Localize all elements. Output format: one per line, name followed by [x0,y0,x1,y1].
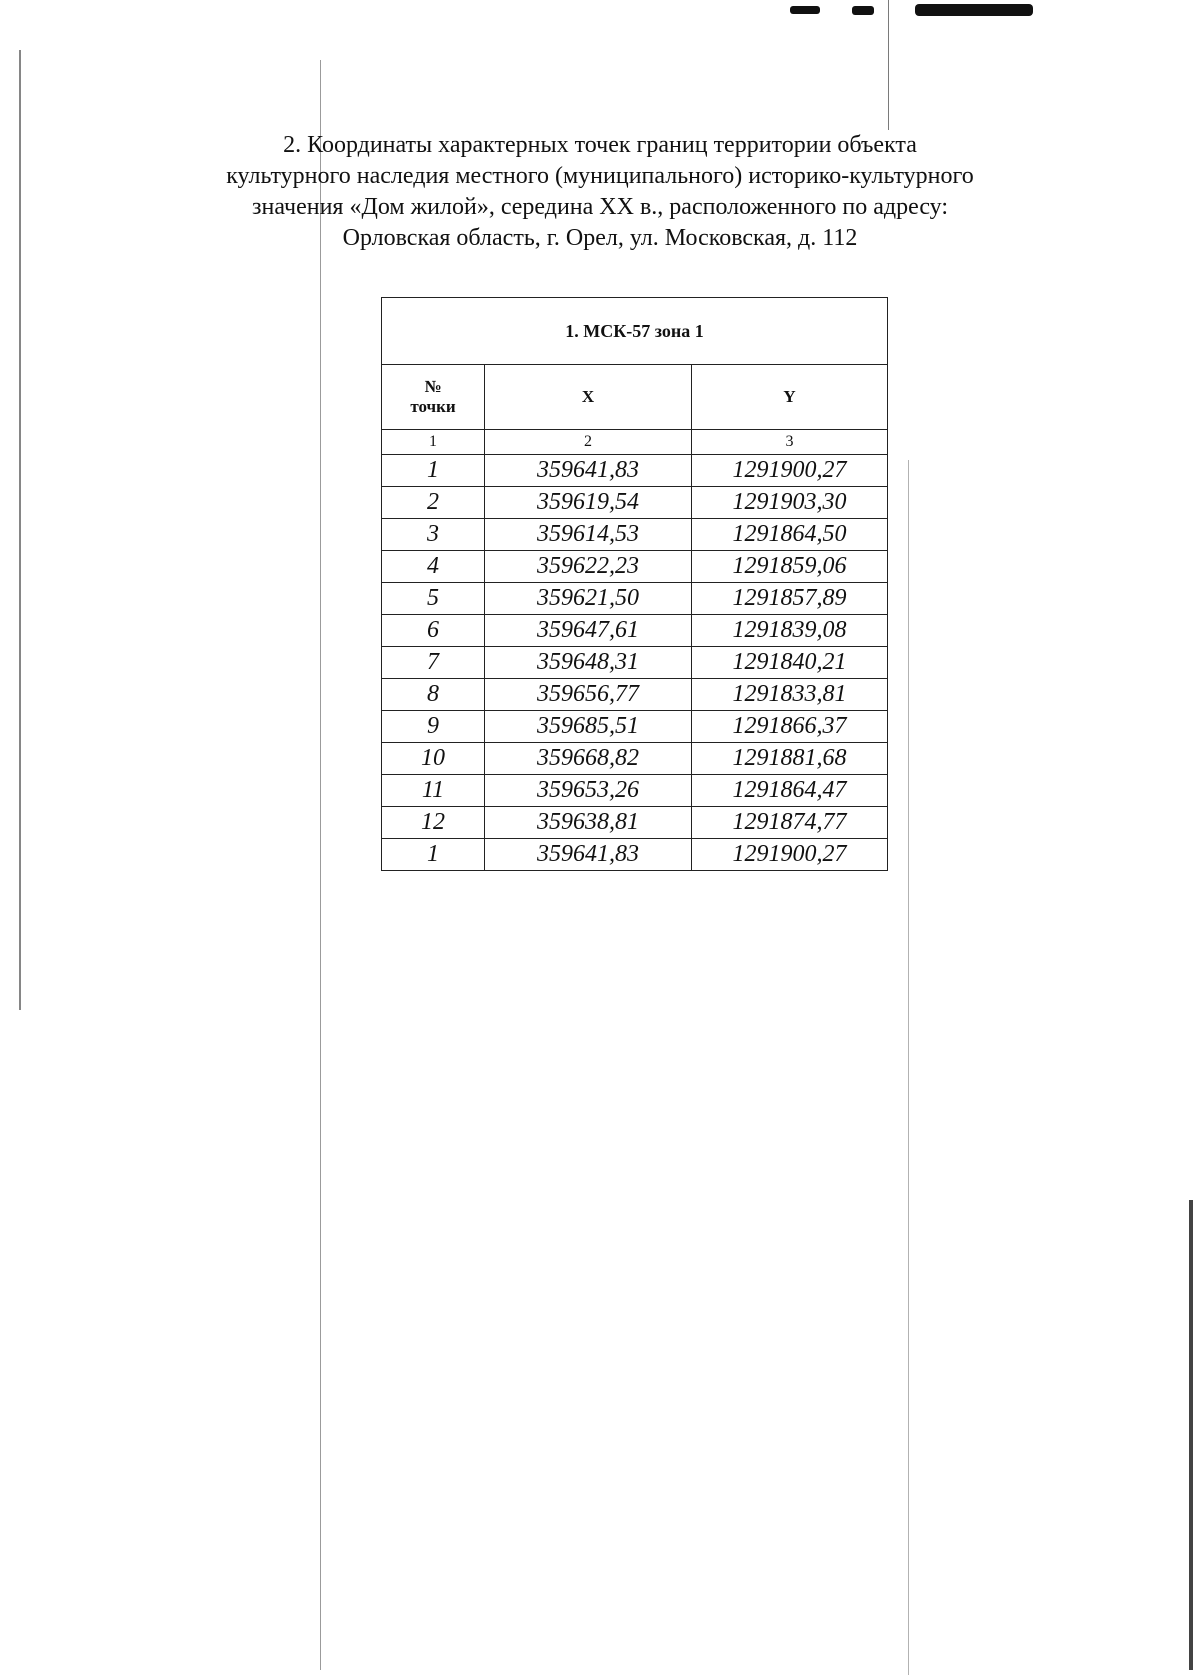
scan-blot-2 [852,6,874,15]
y-coordinate-cell: 1291840,21 [692,647,888,679]
point-number-cell: 9 [382,711,485,743]
y-coordinate-cell: 1291833,81 [692,679,888,711]
column-number: 2 [485,430,692,455]
scan-blot-1 [790,6,820,14]
column-number: 3 [692,430,888,455]
point-number-cell: 5 [382,583,485,615]
table-row [382,743,888,775]
table-row [382,615,888,647]
x-coordinate-cell: 359622,23 [485,551,692,583]
heading-line-1: 2. Координаты характерных точек границ территории объекта [283,132,917,158]
scan-margin-line-right-lower [908,460,909,1675]
point-number-cell: 12 [382,807,485,839]
x-coordinate-cell: 359641,83 [485,455,692,487]
y-coordinate-cell: 1291903,30 [692,487,888,519]
point-number-cell: 1 [382,455,485,487]
y-coordinate-cell: 1291839,08 [692,615,888,647]
table-row [382,583,888,615]
x-coordinate-cell: 359685,51 [485,711,692,743]
point-number-cell: 8 [382,679,485,711]
point-number-cell: 1 [382,839,485,871]
x-coordinate-cell: 359638,81 [485,807,692,839]
coordinates-table [381,297,888,871]
y-coordinate-cell: 1291864,50 [692,519,888,551]
x-coordinate-cell: 359648,31 [485,647,692,679]
heading-line-4: Орловская область, г. Орел, ул. Московская, д. 112 [342,225,858,251]
table-row [382,455,888,487]
x-coordinate-cell: 359653,26 [485,775,692,807]
y-coordinate-cell: 1291857,89 [692,583,888,615]
table-row [382,647,888,679]
coordinate-rows [382,455,888,871]
scan-margin-line-left [19,50,21,1010]
x-coordinate-cell: 359668,82 [485,743,692,775]
header-x: X [485,365,692,430]
table-row [382,519,888,551]
point-number-cell: 4 [382,551,485,583]
header-y: Y [692,365,888,430]
scan-margin-line-right [888,0,889,130]
heading-line-2: культурного наследия местного (муниципального) историко-культурного [226,163,974,189]
y-coordinate-cell: 1291874,77 [692,807,888,839]
column-number-row [382,430,888,455]
point-number-cell: 3 [382,519,485,551]
scan-margin-line-inner [320,60,321,1670]
point-number-cell: 10 [382,743,485,775]
table-row [382,551,888,583]
x-coordinate-cell: 359614,53 [485,519,692,551]
x-coordinate-cell: 359656,77 [485,679,692,711]
table-row [382,807,888,839]
point-number-cell: 11 [382,775,485,807]
y-coordinate-cell: 1291866,37 [692,711,888,743]
table-row [382,775,888,807]
point-number-cell: 2 [382,487,485,519]
table-header-row [382,365,888,430]
x-coordinate-cell: 359647,61 [485,615,692,647]
scan-blot-3 [915,4,1033,16]
y-coordinate-cell: 1291881,68 [692,743,888,775]
point-number-cell: 7 [382,647,485,679]
header-point-number: № точки [382,365,485,430]
table-title-row [382,298,888,365]
y-coordinate-cell: 1291900,27 [692,455,888,487]
y-coordinate-cell: 1291900,27 [692,839,888,871]
table-row [382,487,888,519]
x-coordinate-cell: 359621,50 [485,583,692,615]
table-row [382,679,888,711]
table-row [382,839,888,871]
table-row [382,711,888,743]
table-title: 1. МСК-57 зона 1 [382,298,888,365]
y-coordinate-cell: 1291864,47 [692,775,888,807]
document-heading [150,130,1050,254]
scan-edge-line-right [1189,1200,1193,1670]
column-number: 1 [382,430,485,455]
point-number-cell: 6 [382,615,485,647]
y-coordinate-cell: 1291859,06 [692,551,888,583]
x-coordinate-cell: 359619,54 [485,487,692,519]
heading-line-3: значения «Дом жилой», середина XX в., расположенного по адресу: [252,194,948,220]
x-coordinate-cell: 359641,83 [485,839,692,871]
